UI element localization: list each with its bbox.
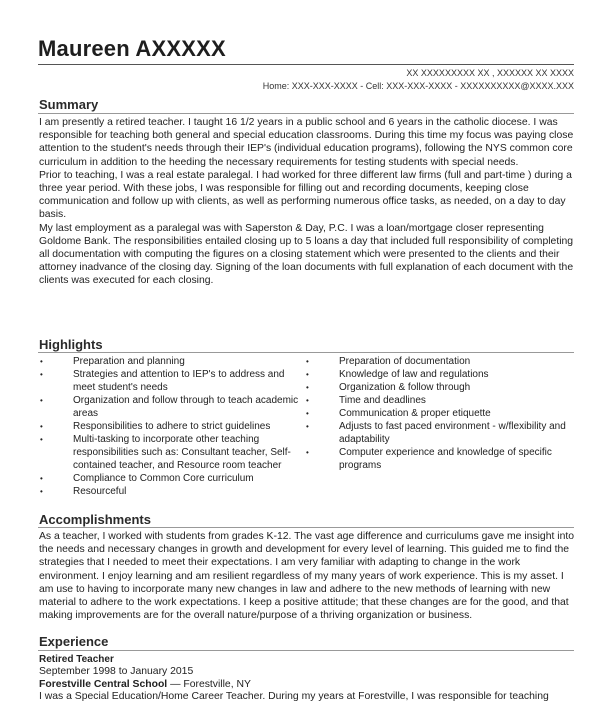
highlights-left-list — [40, 355, 305, 498]
accomplishments-divider — [38, 527, 574, 528]
highlight-item: • Organization & follow through — [306, 381, 578, 394]
job-dates: September 1998 to January 2015 — [39, 666, 194, 677]
contact-line: Home: XXX-XXX-XXXX - Cell: XXX-XXX-XXXX - XXXXXXXXXX@XXXX.XXX — [262, 81, 574, 91]
highlight-item: • Computer experience and knowledge of specific programs — [306, 446, 578, 472]
candidate-name: Maureen AXXXXX — [38, 36, 226, 61]
highlight-item: • Preparation and planning — [40, 355, 305, 368]
summary-divider — [38, 113, 574, 114]
experience-divider — [38, 650, 574, 651]
accomplishments-body — [39, 530, 575, 622]
highlight-item: • Knowledge of law and regulations — [306, 368, 578, 381]
summary-heading: Summary — [39, 97, 99, 112]
summary-body — [39, 116, 575, 288]
highlight-item: • Adjusts to fast paced environment - w/flexibility and adaptability — [306, 420, 578, 446]
accomplishments-heading: Accomplishments — [39, 512, 151, 527]
highlight-item: • Preparation of documentation — [306, 355, 578, 368]
summary-paragraph-3: My last employment as a paralegal was with Saperston & Day, P.C. I was a loan/mortgage closer representing Goldome Bank. The responsibilities entailed closing up to 5 loans a day that included full responsibility of completing all documentation with computing the figures on a closing statement which were presented to the clients and their attorney inadvance of the closing day. Signing of the loan documents with full explanation of each document with the clients was executed for each closing. — [39, 222, 574, 287]
job-title: Retired Teacher — [39, 654, 114, 665]
highlight-item: • Multi-tasking to incorporate other teaching responsibilities such as: Consultant teacher, Self-contained teacher, and Resource room teacher — [40, 433, 305, 472]
summary-paragraph-2: Prior to teaching, I was a real estate paralegal. I had worked for three different law firms (full and part-time ) during a three year period. With these jobs, I was responsible for filling out and recording documents, keeping close communication and follow up with clients, as well as performing numerous office tasks, as needed, on a day to day basis. — [39, 169, 572, 221]
highlight-item: • Strategies and attention to IEP's to address and meet student's needs — [40, 368, 305, 394]
highlights-divider — [38, 352, 574, 353]
highlight-item: • Organization and follow through to teach academic areas — [40, 394, 305, 420]
job-description: I was a Special Education/Home Career Teacher. During my years at Forestville, I was responsible for teaching — [39, 691, 549, 702]
highlights-heading: Highlights — [39, 337, 103, 352]
highlight-item: • Responsibilities to adhere to strict guidelines — [40, 420, 305, 433]
highlight-item: • Communication & proper etiquette — [306, 407, 578, 420]
address-line: XX XXXXXXXXX XX , XXXXXX XX XXXX — [406, 68, 574, 78]
job-company: Forestville Central School — [39, 679, 168, 690]
highlight-item: • Resourceful — [40, 485, 305, 498]
highlights-right-list — [306, 355, 578, 472]
summary-paragraph-1: I am presently a retired teacher. I taught 16 1/2 years in a public school and 6 years in the catholic diocese. I was responsible for teaching both general and special education classrooms. During this time my focus was paying close attention to the student's needs through their IEP's (individual education programs), following the NYS common core curriculum in addition to the heeding the necessary requirements for testing students with special needs. — [39, 117, 574, 168]
highlight-item: • Compliance to Common Core curriculum — [40, 472, 305, 485]
accomplishments-text: As a teacher, I worked with students from grades K-12. The vast age difference and curriculums gave me insight into the needs and necessary changes in growth and development for every level of learning. This guided me to find the strategies that I needed to meet their expectations. I am very familiar with adapting to change in the work environment. I enjoy learning and am resilient regardless of my many years of work experience. This is my asset. I am use to having to incorporate many new changes in law and adhere to the new methods of learning with new material to adhere to the work expectations. I keep a positive attitude; that these changes are for the good, and that making improvements are for the overall nature/purpose of a thriving organization or business. — [39, 531, 575, 622]
job-location: — Forestville, NY — [167, 679, 251, 690]
header-divider — [38, 64, 574, 65]
experience-heading: Experience — [39, 634, 109, 649]
job-employer — [39, 679, 251, 690]
highlight-item: • Time and deadlines — [306, 394, 578, 407]
